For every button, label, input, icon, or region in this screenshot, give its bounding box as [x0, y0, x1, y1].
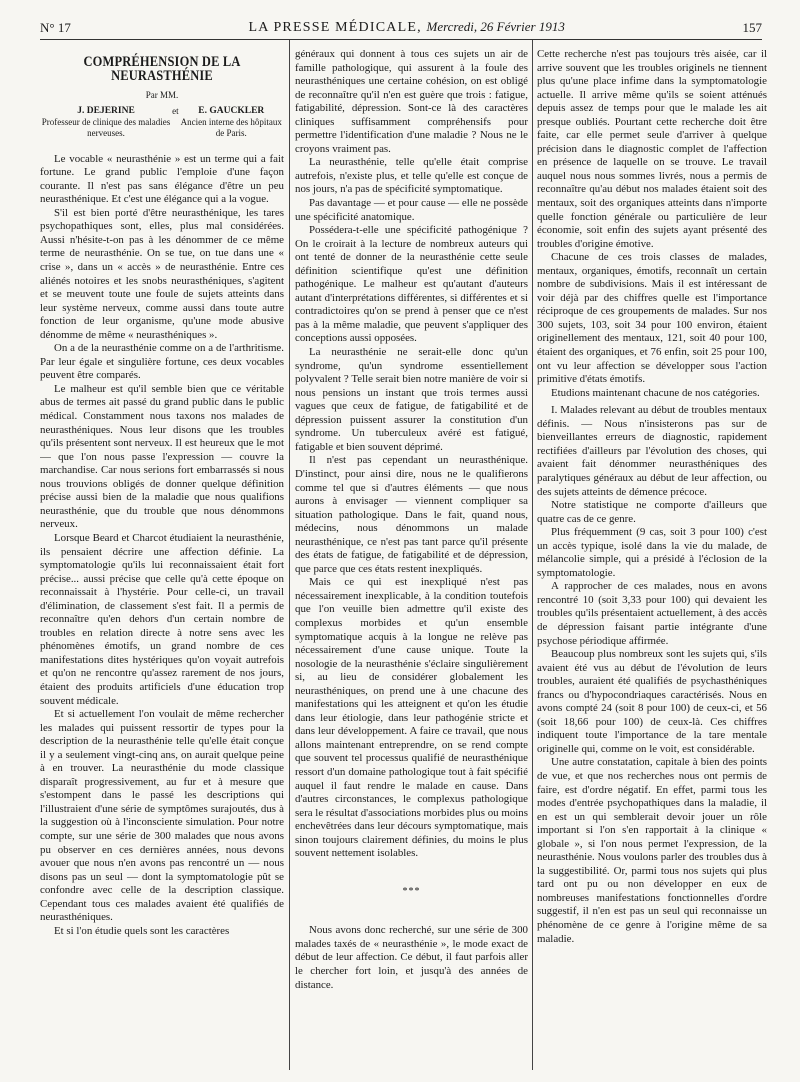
running-header [40, 14, 762, 40]
paragraph: Le vocable « neurasthénie » est un terme qui a fait fortune. Le grand public l'emploie d'une façon courante. Il n'est pas sans élégance d'être un peu neurasthénique. Et c'est une élégance qui a la vogue. [40, 152, 284, 206]
paragraph: Le malheur est qu'il semble bien que ce véritable abus de termes ait passé du grand public dans le public médical. Constamment nous taxons nos malades de neurasthéniques. Nous leur disons que les troubles qu'ils présentent sont nerveux. Il est heureux que le mot — que l'on nous passe l'expression — couvre la marchandise. Car nous serions fort embarrassés si nous nous trouvions obligés de donner quelque définition précise aussi bien de la maladie que nous qualifions neurasthénie, que du trouble que nous dénommons nerveux. [40, 382, 284, 531]
journal-name: LA PRESSE MÉDICALE, [248, 20, 422, 35]
paragraph: Et si l'on étudie quels sont les caractères [54, 924, 230, 937]
paragraph: Beaucoup plus nombreux sont les sujets qui, s'ils avaient été vus au début de l'évolution de leurs troubles, auraient été qualifiés de psychasthéniques francs ou d'hypocondriaques caractérisés. Nous en avons compté 24 (soit 8 pour 100) de ceux-ci, et 56 (soit 18,66 pour 100) de ceux-là. Ces chiffres indiquent toute l'importance de la tare mentale originelle qui, comme on le voit, est considérable. [537, 648, 767, 755]
paragraph: Etudions maintenant chacune de nos catégories. [551, 386, 760, 399]
paragraph: Notre statistique ne comporte d'ailleurs que quatre cas de ce genre. [537, 499, 767, 525]
author-1 [40, 106, 172, 139]
author-conjunction: et [172, 105, 179, 116]
issue-number: N° 17 [40, 20, 71, 35]
journal-masthead [248, 19, 564, 36]
paragraph: Il n'est pas cependant un neurasthénique. D'instinct, pour ainsi dire, nous ne le qualifierons comme tel que si d'autres éléments — que nous aurons à envisager — viennent compliquer sa situation pathologique. Dans le fait, quand nous, médecins, nous dénommons un malade neurasthénique, ce n'est pas tant parce qu'il présente des états de fatigue, de fatigabilité et de dépression, que parce que ces états restent inexpliqués. [295, 454, 528, 575]
paragraph: S'il est bien porté d'être neurasthénique, les tares psychopathiques sont, elles, plus mal considérées. Aussi n'hésite-t-on pas à les dénommer de ce même terme de neurasthénie. On se tue, on tue dans une « crise », dans un « accès » de neurasthénie. Entre ces aliénés notoires et les snobs neurasthéniques, s'agitent et se meuvent toute une foule de sujets atteints dans leur système nerveux, comme aussi dans toute autre fonction de leur organisme, qu'une mode abusive dénomme de même « neurasthéniques ». [40, 206, 284, 341]
column-3 [537, 48, 767, 1076]
paragraph: Cette recherche n'est pas toujours très aisée, car il arrive souvent que les troubles originels ne tiennent plus qu'une place infime dans la symptomatologie actuelle. Il arrive même qu'ils se soient atténués depuis assez de temps pour que le malade les ait presque oubliés. Pourtant cette recherche doit être faite, car elle permet seule d'arriver à quelque précision dans le diagnostic complet de l'affection en présence de laquelle on se trouve. Le travail auquel nous nous sommes livrés, nous a permis de reconnaître qu'au début nos malades étaient soit des mentaux, soit des organiques atteints dans n'importe quelle fonction générale ou particulière de leur économie, soit enfin des sujets ayant présenté des troubles d'origine émotive. [537, 48, 767, 250]
paragraph: Nous avons donc recherché, sur une série de 300 malades taxés de « neurasthénie », le mode exact de début de leur affection. Ce début, il faut parfois aller le chercher fort loin, et jusqu'à des années de distance. [295, 924, 528, 991]
paragraph: Plus fréquemment (9 cas, soit 3 pour 100) c'est un accès typique, isolé dans la vie du malade, de mélancolie simple, qui a présidé à l'éclosion de la symptomatologie. [537, 526, 767, 579]
section-divider: *** [402, 885, 421, 897]
column-rule [289, 40, 290, 1070]
column-3-body [537, 48, 767, 946]
paragraph: Pas davantage — et pour cause — elle ne possède une spécificité anatomique. [295, 197, 528, 223]
paragraph: Mais ce qui est inexpliqué n'est pas nécessairement inexplicable, à la condition toutefois que l'on veuille bien admettre qu'il existe des complexus morbides et qu'un ensemble symptomatique acquis à la longue ne relève pas nécessairement d'une cause unique. Toute la nosologie de la neurasthénie s'éclaire singulièrement si, au lieu de considérer globalement les neurasthéniques, on prend une à une chacune des manifestations qui les atteignent et qu'on les étudie dans leur étiologie, dans leur pathogénie stricte et dans leur développement. A faire ce travail, que nous allons maintenant entreprendre, on se rend compte que souvent tel processus qualifié de neurasthénique ressort d'un domaine pathologique tout à fait spécifié auquel il faut rendre le malade en cause. Dans d'autres circonstances, le complexus pathologique sera le résultat d'associations morbides plus ou moins enchevêtrées dans leur décours symptomatique, mais sinon toujours clairement définies, du moins le plus souvent nettement isolables. [295, 576, 528, 860]
paragraph: Et si actuellement l'on voulait de même rechercher les malades qui puissent ressortir de types pour la description de la neurasthénie telle qu'elle était conçue il y a seulement vingt-cinq ans, on aurait quelque peine à en trouver. La neurasthénie du mode classique disparaît progressivement, au fur et à mesure que s'estompent dans le passé les descriptions qui l'illustraient d'une série de symptômes surajoutés, dus à la suggestion où à l'inconsciente simulation. Pour notre compte, sur une série de 300 malades que nous avons pu observer en ces dernières années, nous devons avouer que nous n'en avons pas rencontré un — nous disons pas un seul — dont la symptomatologie pût se confondre avec celle de la description classique. Cependant tous ces malades avaient été qualifiés de neurasthéniques. [40, 708, 284, 924]
paragraph: Chacune de ces trois classes de malades, mentaux, organiques, émotifs, reconnaît un certain nombre de subdivisions. Mais il est intéressant de voir déjà par des chiffres quelle est l'importance réciproque de ces groupements de malades. Sur nos 300 sujets, 103, soit 34 pour 100 environ, étaient originellement des mentaux, 121, soit 40 pour 100, étaient des organiques, et 76 enfin, soit 25 pour 100, ont vu leur affection se développer sous l'action primitive d'états émotifs. [537, 251, 767, 386]
author-2 [179, 106, 284, 139]
authors-block [40, 106, 284, 139]
author-1-title: Professeur de clinique des maladies nerveuses. [41, 116, 171, 138]
paragraph: La neurasthénie, telle qu'elle était comprise autrefois, n'existe plus, et telle qu'elle est conçue de nos jours, n'a pas de spécificité symptomatique. [295, 156, 528, 196]
author-1-name: J. DEJERINE [77, 105, 135, 116]
paragraph: Lorsque Beard et Charcot étudiaient la neurasthénie, ils pensaient décrire une affection définie. La symptomatologie qu'ils lui reconnaissaient était fort précise... aussi précise que celle qu'à cette époque on reconnaissait à l'hystérie. Pour celle-ci, un travail d'élimination, de classement s'est fait. Il a permis de reconnaître qu'en dehors d'un certain nombre de troubles en relation directe à notre sens avec les phénomènes émotifs, un grand nombre de ces manifestations dites hystériques qu'on voyait autrefois et qu'on ne rencontre qu'assez rarement de nos jours, étaient des produits artificiels d'une éducation trop souvent médicale. [40, 531, 284, 707]
paragraph: généraux qui donnent à tous ces sujets un air de famille pathologique, qui assurent à la foule des neurasthéniques une certaine cohésion, on est obligé de reconnaître qu'il n'en est guère que trois : fatigue, fatigabilité, dépression. Sont-ce là des caractères cliniques suffisamment compréhensifs pour permettre l'identification d'une maladie ? Nous ne le croyons vraiment pas. [295, 48, 528, 155]
paragraph: La neurasthénie ne serait-elle donc qu'un syndrome, qu'un syndrome essentiellement polyvalent ? Telle serait bien notre manière de voir si nous pensions un instant que trois termes aussi vagues que ceux de fatigue, de fatigabilité et de dépression puissent assurer la constitution d'un syndrome. Un tuberculeux avéré est fatigué, fatigable et bien souvent déprimé. [295, 346, 528, 453]
column-1-body [40, 153, 284, 939]
page-number: 157 [742, 20, 762, 35]
paragraph: On a de la neurasthénie comme on a de l'arthritisme. Par leur égale et singulière fortune, ces deux vocables peuvent être comparés. [40, 342, 284, 382]
author-2-title: Ancien interne des hôpitaux de Paris. [180, 116, 282, 138]
paragraph: Possédera-t-elle une spécificité pathogénique ? On le croirait à la lecture de nombreux auteurs qui ont tenté de donner de la neurasthénie cette seule définition scientifique qu'est une définition pathogénique. Le malheur est qu'autant d'auteurs autant d'interprétations différentes, si différentes et si contradictoires qu'on se prend à penser que ce n'est pas à la même maladie, que peuvent s'appliquer des conceptions aussi opposées. [295, 224, 528, 345]
paragraph: A rapprocher de ces malades, nous en avons rencontré 10 (soit 3,33 pour 100) qui devaient les troubles qu'ils présentaient actuellement, à des accès de dépression faisant partie intégrante d'une psychose périodique affirmée. [537, 580, 767, 647]
article-title: COMPRÉHENSION DE LA NEURASTHÉNIE [83, 54, 241, 84]
paragraph: I. Malades relevant au début de troubles mentaux définis. — Nous n'insisterons pas sur de bienveillantes erreurs de diagnostic, rapidement rectifiées d'ailleurs par l'évolution des choses, qui avaient fait dénommer neurasthéniques des paralytiques généraux au début de leur affection, ou des sujets atteints de démence précoce. [537, 404, 767, 498]
paragraph: Une autre constatation, capitale à bien des points de vue, et que nos recherches nous ont permis de faire, est d'ordre négatif. En effet, parmi tous les modes d'entrée psychopathiques dans la maladie, il en est un qui semblerait devoir jouer un rôle important si l'on s'en rapportait à la clinique « globale », si l'on nous permet l'expression, de la neurasthénie. Nous voulons parler des troubles dus à la suggestibilité. Or, parmi tous nos sujets qui plus tard ont pu ou non développer en eux de nombreuses manifestations fonctionnelles d'ordre suggestif, il n'en est pas un seul qui reconnaisse un phénomène de ce genre à l'origine même de sa maladie. [537, 756, 767, 945]
column-1 [40, 48, 284, 1076]
column-2 [295, 48, 528, 1076]
column-rule [532, 40, 533, 1070]
issue-date: Mercredi, 26 Février 1913 [426, 19, 565, 34]
column-2-body [295, 48, 528, 992]
byline: Par MM. [145, 90, 179, 101]
author-2-name: E. GAUCKLER [198, 105, 265, 116]
